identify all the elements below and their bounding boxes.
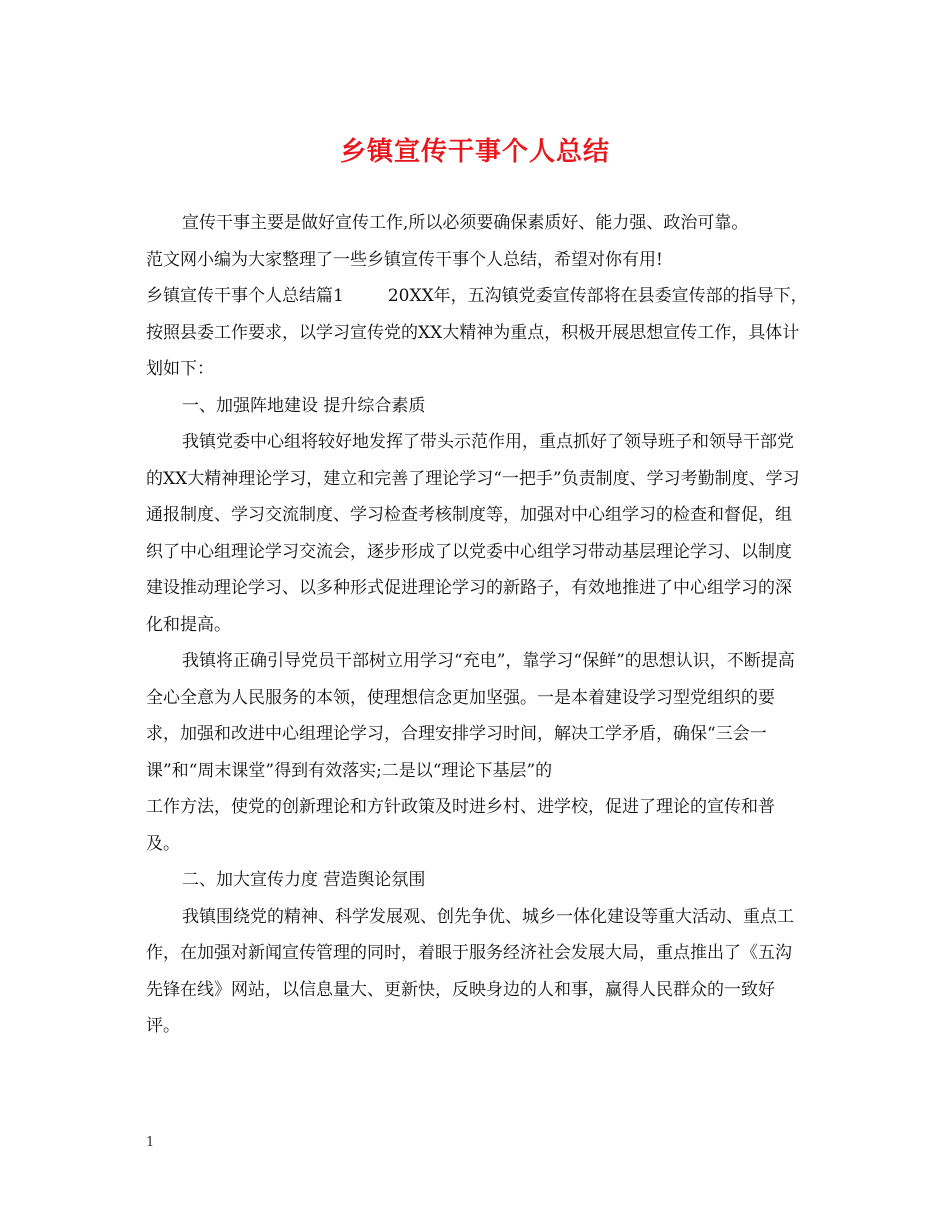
piece-1-intro <box>146 278 808 388</box>
section-heading-1: 一、加强阵地建设 提升综合素质 <box>182 395 426 416</box>
document-body <box>146 205 808 1045</box>
piece-1-label: 乡镇宣传干事个人总结篇1 <box>146 286 344 306</box>
body-paragraph-2: 我镇将正确引导党员干部树立用学习“充电”，靠学习“保鲜”的思想认识，不断提高全心全意为人民服务的本领，使理想信念更加坚强。一是本着建设学习型党组织的要求，加强和改进中心组理论学习，合理安排学习时间，解决工学矛盾，确保“三会一课”和“周末课堂”得到有效落实;二是以“理论下基层”的 <box>146 651 795 781</box>
page-number: 1 <box>146 1135 155 1150</box>
intro-paragraph-continued: 范文网小编为大家整理了一些乡镇宣传干事个人总结，希望对你有用! <box>146 249 663 270</box>
body-paragraph-1: 我镇党委中心组将较好地发挥了带头示范作用，重点抓好了领导班子和领导干部党的XX大精神理论学习，建立和完善了理论学习“一把手”负责制度、学习考勤制度、学习通报制度、学习交流制度、学习检查考核制度等，加强对中心组学习的检查和督促，组织了中心组理论学习交流会，逐步形成了以党委中心组学习带动基层理论学习、以制度建设推动理论学习、以多种形式促进理论学习的新路子，有效地推进了中心组学习的深化和提高。 <box>146 432 800 635</box>
section-heading-2: 二、加大宣传力度 营造舆论氛围 <box>182 870 426 890</box>
document-title: 乡镇宣传干事个人总结 <box>339 137 610 167</box>
body-paragraph-2-continued: 工作方法，使党的创新理论和方针政策及时进乡村、进学校，促进了理论的宣传和普及。 <box>146 797 775 854</box>
body-paragraph-3: 我镇围绕党的精神、科学发展观、创先争优、城乡一体化建设等重大活动、重点工作，在加强对新闻宣传管理的同时，着眼于服务经济社会发展大局，重点推出了《五沟先锋在线》网站，以信息量大、更新快，反映身边的人和事，赢得人民群众的一致好评。 <box>146 906 794 1036</box>
intro-paragraph: 宣传干事主要是做好宣传工作,所以必须要确保素质好、能力强、政治可靠。 <box>182 213 749 233</box>
piece-1-text: 20XX年，五沟镇党委宣传部将在县委宣传部的指导下，按照县委工作要求，以学习宣传党的XX大精神为重点，积极开展思想宣传工作，具体计划如下： <box>146 286 808 379</box>
